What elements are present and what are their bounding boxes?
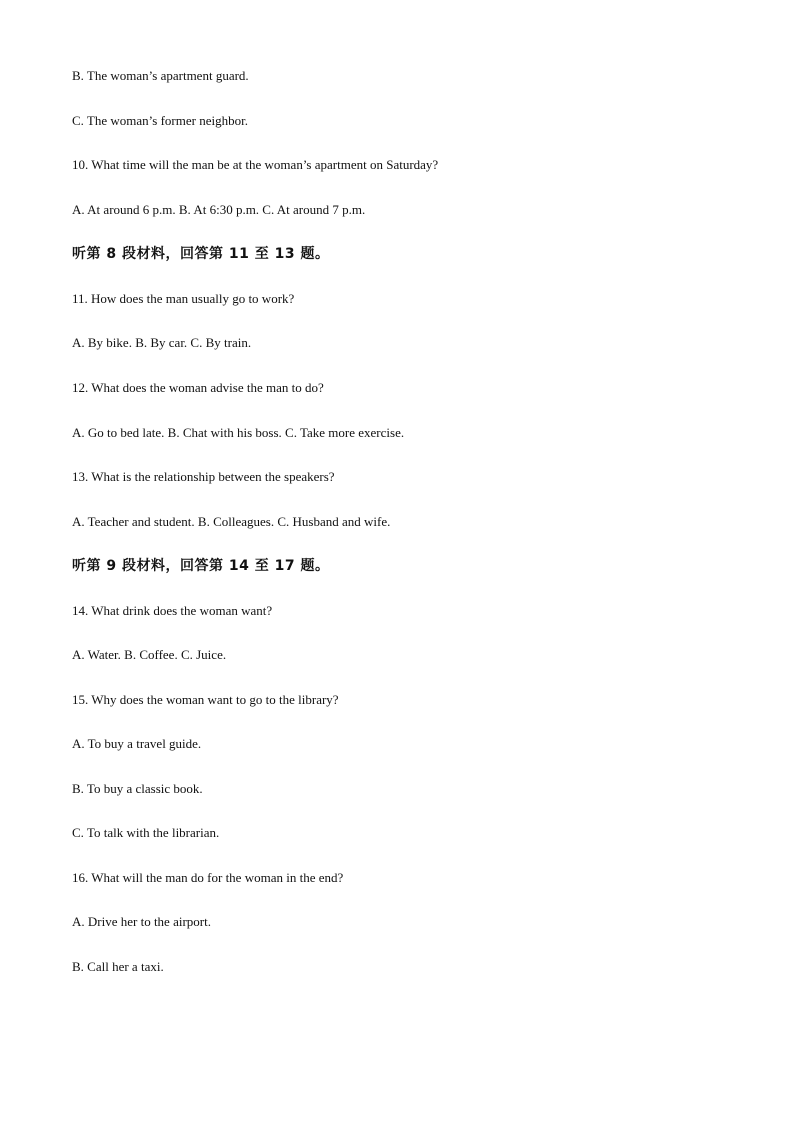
option-15b: B. To buy a classic book. (72, 781, 203, 796)
question-16: 16. What will the man do for the woman in the end? (72, 870, 344, 885)
options-14: A. Water. B. Coffee. C. Juice. (72, 647, 227, 662)
question-10: 10. What time will the man be at the woman’s apartment on Saturday? (72, 157, 439, 172)
section-heading-8: 听第 8 段材料，回答第 11 至 13 题。 (72, 246, 330, 262)
question-11: 11. How does the man usually go to work? (72, 291, 295, 306)
question-15: 15. Why does the woman want to go to the library? (72, 692, 339, 707)
option-16b: B. Call her a taxi. (72, 959, 164, 974)
option-16a: A. Drive her to the airport. (72, 914, 211, 929)
question-12: 12. What does the woman advise the man to do? (72, 380, 324, 395)
option-15c: C. To talk with the librarian. (72, 825, 220, 840)
option-9c: C. The woman’s former neighbor. (72, 113, 248, 128)
section-heading-9: 听第 9 段材料，回答第 14 至 17 题。 (72, 558, 330, 574)
option-9b: B. The woman’s apartment guard. (72, 68, 249, 83)
options-10: A. At around 6 p.m. B. At 6:30 p.m. C. At around 7 p.m. (72, 202, 366, 217)
options-12: A. Go to bed late. B. Chat with his boss. C. Take more exercise. (72, 425, 405, 440)
question-14: 14. What drink does the woman want? (72, 603, 273, 618)
options-11: A. By bike. B. By car. C. By train. (72, 335, 252, 350)
options-13: A. Teacher and student. B. Colleagues. C. Husband and wife. (72, 514, 391, 529)
option-15a: A. To buy a travel guide. (72, 736, 202, 751)
question-13: 13. What is the relationship between the speakers? (72, 469, 335, 484)
